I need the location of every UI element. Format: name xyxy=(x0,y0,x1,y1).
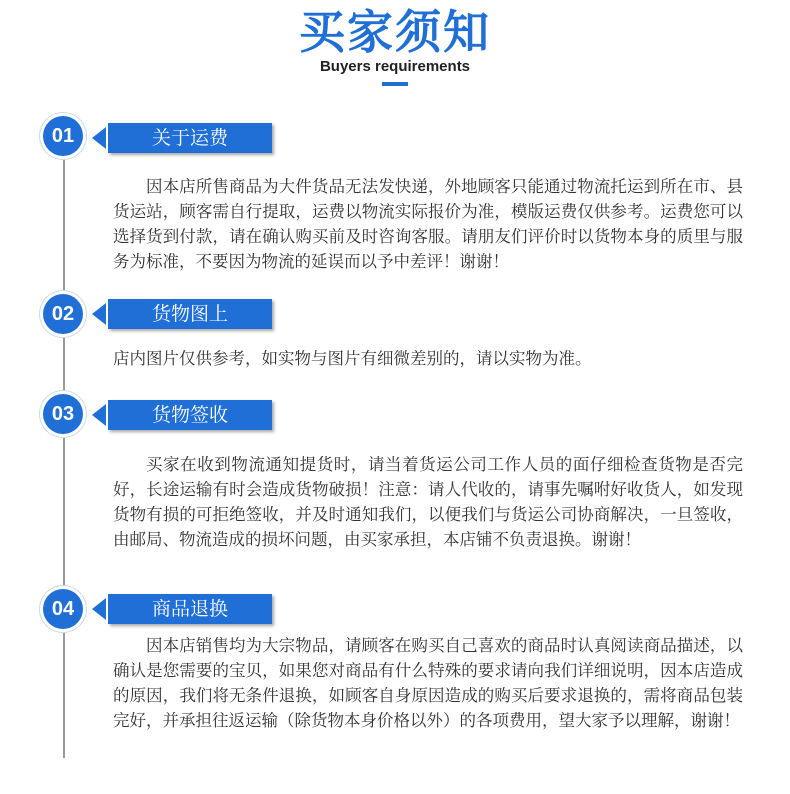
section-text-receipt: 买家在收到物流通知提货时，请当着货运公司工作人员的面仔细检查货物是否完好，长途运输有时会造成货物破损！注意：请人代收的，请事先嘱咐好收货人，如发现货物有损的可拒绝签收，并及时通知我们，以便我们与货运公司协商解决，一旦签收，由邮局、物流造成的损坏问题，由买家承担，本店铺不负责退换。谢谢！ xyxy=(113,455,743,549)
section-number-badge: 01 xyxy=(43,116,83,156)
timeline-line xyxy=(63,136,65,758)
label-pointer xyxy=(92,127,106,149)
section-text-returns: 因本店销售均为大宗物品，请顾客在购买自己喜欢的商品时认真阅读商品描述，以确认是您需要的宝贝，如果您对商品有什么特殊的要求请向我们详细说明，因本店造成的原因，我们将无条件退换，如顾客自身原因造成的购买后要求退换的，需将商品包装完好，并承担往返运输（除货物本身价格以外）的各项费用，望大家予以理解，谢谢！ xyxy=(113,636,743,730)
section-label-shipping: 关于运费 xyxy=(108,123,272,153)
section-text-product-images: 店内图片仅供参考，如实物与图片有细微差别的，请以实物为准。 xyxy=(113,349,592,368)
section-label-returns: 商品退换 xyxy=(108,594,272,624)
section-label-receipt: 货物签收 xyxy=(108,400,272,430)
page-title: 买家须知 xyxy=(299,5,491,59)
section-label-product-images: 货物图上 xyxy=(108,299,272,329)
label-pointer xyxy=(92,404,106,426)
section-number-badge: 04 xyxy=(43,589,83,629)
title-underline xyxy=(382,82,408,86)
label-pointer xyxy=(92,598,106,620)
section-number-badge: 02 xyxy=(43,294,83,334)
section-text-shipping: 因本店所售商品为大件货品无法发快递，外地顾客只能通过物流托运到所在市、县货运站，顾客需自行提取，运费以物流实际报价为准，模版运费仅供参考。运费您可以选择货到付款，请在确认购买前及时咨询客服。请朋友们评价时以货物本身的质里与服务为标准，不要因为物流的延误而以予中差评！谢谢！ xyxy=(113,177,743,271)
label-pointer xyxy=(92,303,106,325)
section-number-badge: 03 xyxy=(43,394,83,434)
page-subtitle: Buyers requirements xyxy=(319,58,471,75)
